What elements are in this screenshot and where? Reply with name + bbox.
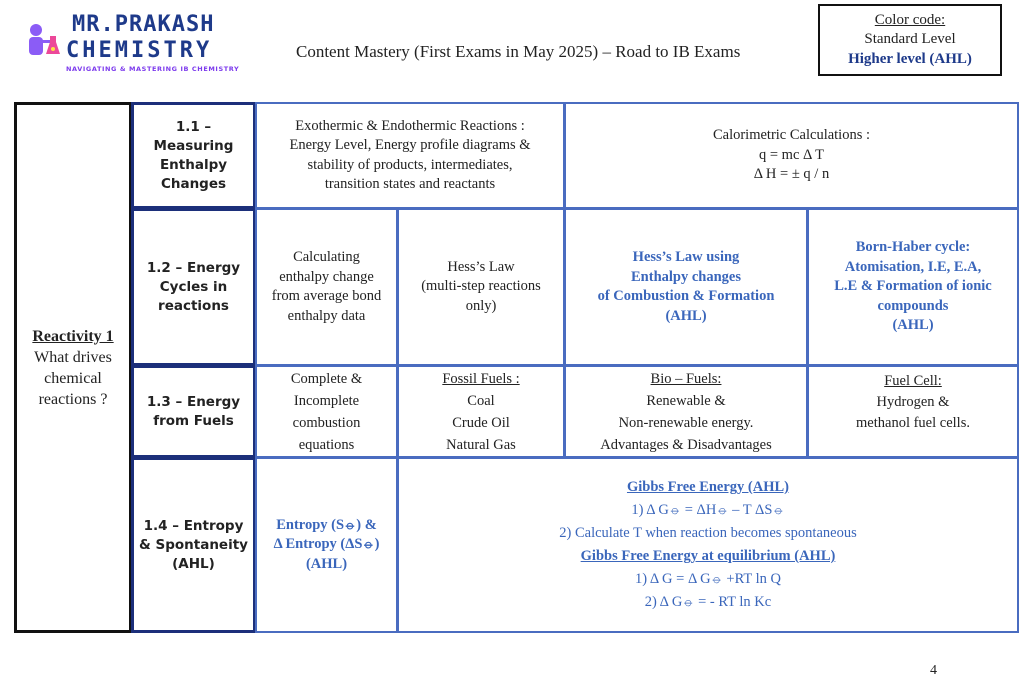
topic-line: Enthalpy	[159, 156, 228, 173]
cell-born-haber	[807, 208, 1019, 366]
cell-line: Δ Entropy (ΔS⦵)	[273, 536, 380, 553]
cell-line: Enthalpy changes	[631, 268, 741, 285]
gibbs-formula: 1) Δ G⦵ = ΔH⦵ – T ΔS⦵	[631, 502, 785, 518]
cell-fuel-cell	[807, 365, 1019, 458]
cell-line: (multi-step reactions	[421, 278, 541, 295]
cell-bio-fuels	[564, 365, 808, 458]
gibbs-eq-heading: Gibbs Free Energy at equilibrium (AHL)	[580, 548, 836, 564]
topic-line: Changes	[160, 175, 227, 192]
color-code-higher: Higher level (AHL)	[848, 51, 972, 67]
cell-heading: Fossil Fuels :	[442, 370, 520, 387]
cell-line: Hess’s Law using	[632, 249, 740, 265]
cell-exo-endo	[255, 102, 565, 209]
cell-bond-enthalpy	[255, 208, 398, 366]
gibbs-formula: 1) Δ G = Δ G⦵ +RT ln Q	[635, 571, 781, 587]
cell-line: (AHL)	[892, 317, 934, 334]
cell-line: Renewable &	[646, 392, 726, 409]
cell-line: q = mc Δ T	[758, 146, 825, 163]
cell-line: Advantages & Disadvantages	[600, 436, 772, 453]
scientist-flask-icon	[22, 22, 62, 62]
topic-line: & Spontaneity	[139, 536, 248, 553]
cell-line: transition states and reactants	[324, 176, 496, 192]
logo-tagline: NAVIGATING & MASTERING IB CHEMISTRY	[66, 65, 240, 73]
cell-line: from average bond	[271, 288, 382, 304]
color-code-heading: Color code:	[874, 12, 946, 28]
page-title: Content Mastery (First Exams in May 2025) – Road to IB Exams	[296, 42, 741, 61]
cell-calorimetry	[564, 102, 1019, 209]
section-question-line: What drives	[34, 348, 112, 366]
cell-line: Calculating	[293, 249, 360, 265]
topic-line: from Fuels	[153, 412, 234, 429]
gibbs-heading: Gibbs Free Energy (AHL)	[626, 479, 790, 495]
topic-line: 1.1 –	[175, 118, 212, 135]
topic-line: reactions	[158, 297, 229, 314]
section-cell	[14, 102, 132, 633]
cell-line: Complete &	[290, 370, 363, 387]
cell-line: stability of products, intermediates,	[307, 156, 513, 173]
brand-logo	[22, 12, 258, 74]
logo-line1: MR.PRAKASH	[72, 12, 215, 37]
cell-line: Δ H = ± q / n	[753, 166, 830, 183]
topic-line: 1.4 – Entropy	[143, 517, 244, 534]
section-title: Reactivity 1	[32, 327, 114, 345]
cell-heading: Bio – Fuels:	[650, 370, 722, 387]
content-table	[14, 102, 1019, 633]
cell-line: equations	[298, 436, 355, 453]
cell-line: only)	[465, 297, 497, 314]
cell-line: Entropy (S⦵) &	[276, 516, 377, 533]
cell-line: Natural Gas	[446, 436, 516, 453]
color-code-legend	[818, 4, 1002, 76]
cell-gibbs	[397, 457, 1019, 633]
cell-line: enthalpy change	[279, 268, 374, 285]
cell-line: Exothermic & Endothermic Reactions :	[295, 117, 525, 134]
cell-line: Incomplete	[293, 392, 360, 409]
logo-line2: CHEMISTRY	[66, 38, 213, 63]
cell-hess-ahl	[564, 208, 808, 366]
cell-line: Non-renewable energy.	[618, 414, 754, 431]
topic-line: (AHL)	[172, 555, 215, 572]
cell-line: Energy Level, Energy profile diagrams &	[289, 137, 531, 153]
topic-cell-1-4	[131, 457, 256, 633]
cell-line: Crude Oil	[452, 414, 510, 431]
cell-line: L.E & Formation of ionic	[834, 278, 992, 295]
cell-combustion	[255, 365, 398, 458]
gibbs-formula: 2) Calculate T when reaction becomes spontaneous	[559, 525, 857, 541]
topic-line: 1.3 – Energy	[146, 393, 241, 410]
topic-cell-1-1	[131, 102, 256, 209]
cell-line: (AHL)	[665, 307, 707, 324]
cell-hess-law	[397, 208, 565, 366]
cell-line: enthalpy data	[287, 307, 366, 324]
cell-line: of Combustion & Formation	[597, 288, 775, 304]
cell-entropy	[255, 457, 398, 633]
cell-fossil-fuels	[397, 365, 565, 458]
cell-line: (AHL)	[305, 555, 348, 572]
gibbs-formula: 2) Δ G⦵ = - RT ln Kc	[644, 594, 772, 610]
page-number: 4	[930, 663, 937, 678]
topic-cell-1-3	[131, 365, 256, 458]
cell-line: Born-Haber cycle:	[855, 239, 971, 256]
cell-line: Calorimetric Calculations :	[712, 127, 871, 144]
cell-heading: Fuel Cell:	[884, 373, 942, 389]
color-code-standard: Standard Level	[864, 31, 956, 47]
topic-line: Measuring	[153, 137, 234, 154]
section-question-line: chemical	[44, 369, 102, 387]
cell-line: Hess’s Law	[447, 258, 515, 275]
cell-line: methanol fuel cells.	[856, 415, 970, 431]
cell-line: combustion	[292, 414, 361, 431]
cell-line: Hydrogen &	[876, 394, 950, 410]
cell-line: Atomisation, I.E, E.A,	[844, 258, 982, 275]
cell-line: compounds	[877, 297, 949, 314]
topic-line: Cycles in	[159, 278, 228, 295]
section-question-line: reactions ?	[38, 390, 108, 408]
topic-line: 1.2 – Energy	[146, 259, 241, 276]
topic-cell-1-2	[131, 208, 256, 366]
cell-line: Coal	[467, 392, 495, 409]
